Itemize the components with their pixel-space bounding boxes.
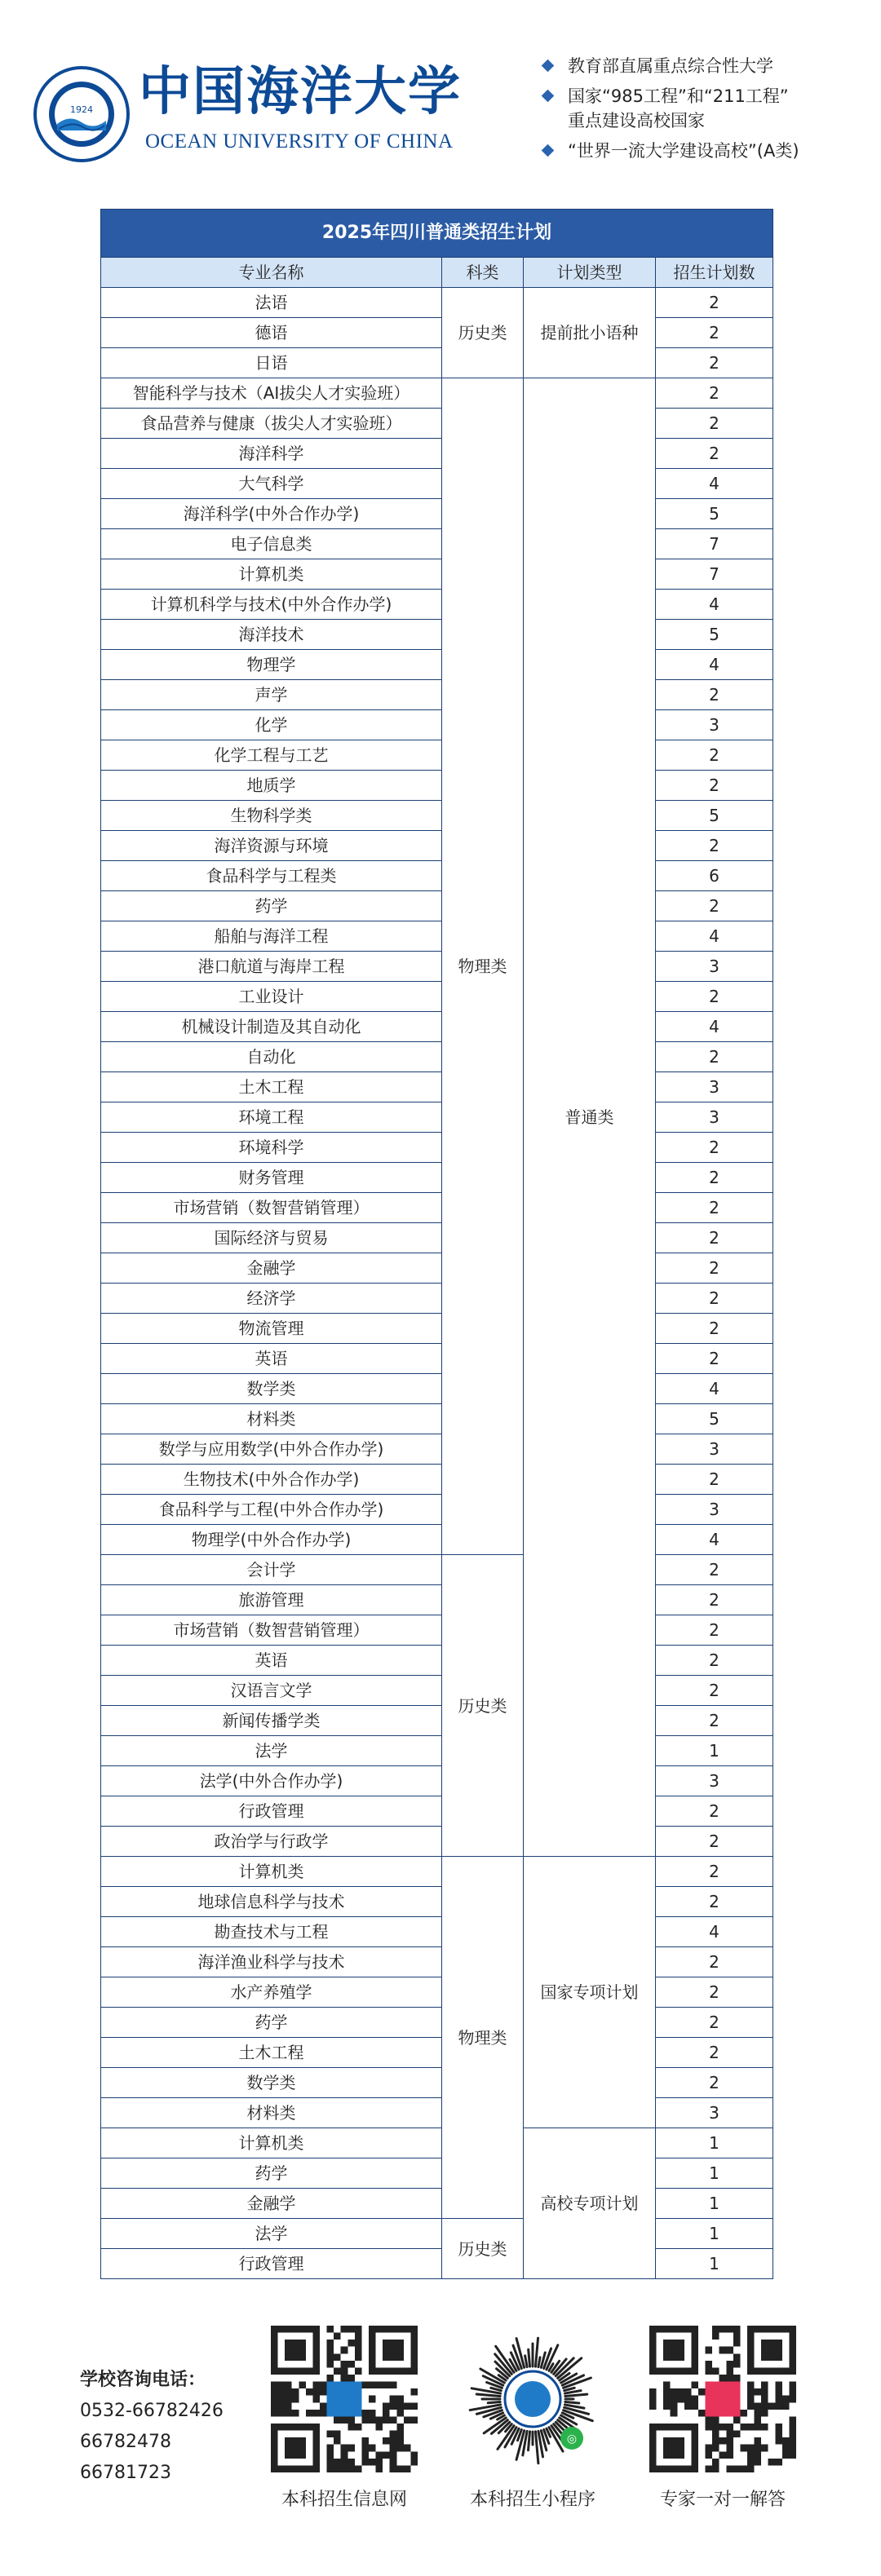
plan-count-cell: 5: [656, 499, 773, 529]
slogan-item: 重点建设高校国家: [568, 111, 705, 130]
table-row: [101, 409, 773, 439]
university-logo-en: OCEAN UNIVERSITY OF CHINA: [145, 130, 454, 152]
plan-count-cell: 2: [656, 1465, 773, 1495]
table-row: [101, 439, 773, 469]
major-name-cell: 经济学: [101, 1284, 442, 1314]
plan-count-cell: 3: [656, 710, 773, 740]
page-header: [0, 0, 881, 204]
plan-count-cell: 1: [656, 2189, 773, 2219]
diamond-bullet-icon: [542, 90, 555, 103]
plan-count-cell: 2: [656, 740, 773, 771]
subject-category-cell: 历史类: [442, 288, 524, 378]
major-name-cell: 海洋技术: [101, 620, 442, 650]
major-name-cell: 行政管理: [101, 2249, 442, 2279]
table-row: [101, 2098, 773, 2128]
page-footer: [0, 2316, 881, 2576]
major-name-cell: 法学: [101, 1736, 442, 1766]
table-row: [101, 1827, 773, 1857]
plan-count-cell: 2: [656, 348, 773, 378]
table-row: [101, 2008, 773, 2038]
table-row: [101, 1646, 773, 1676]
table-row: [101, 650, 773, 680]
plan-count-cell: 2: [656, 2008, 773, 2038]
table-row: [101, 1344, 773, 1374]
plan-count-cell: 3: [656, 1102, 773, 1133]
enrollment-plan-table: [100, 209, 773, 2279]
plan-count-cell: 1: [656, 2249, 773, 2279]
plan-count-cell: 7: [656, 559, 773, 590]
table-row: [101, 680, 773, 710]
plan-count-cell: 2: [656, 1193, 773, 1223]
major-name-cell: 化学: [101, 710, 442, 740]
svg-text:◎: ◎: [566, 2432, 578, 2446]
diamond-bullet-icon: [542, 60, 555, 73]
major-name-cell: 声学: [101, 680, 442, 710]
table-row: [101, 2189, 773, 2219]
plan-count-cell: 4: [656, 1525, 773, 1555]
major-name-cell: 市场营销（数智营销管理）: [101, 1615, 442, 1646]
major-name-cell: 金融学: [101, 2189, 442, 2219]
table-row: [101, 1434, 773, 1465]
major-name-cell: 计算机科学与技术(中外合作办学): [101, 590, 442, 620]
table-row: [101, 2219, 773, 2249]
major-name-cell: 会计学: [101, 1555, 442, 1585]
major-name-cell: 地质学: [101, 771, 442, 801]
table-row: [101, 559, 773, 590]
major-name-cell: 勘查技术与工程: [101, 1917, 442, 1947]
plan-count-cell: 4: [656, 590, 773, 620]
plan-type-cell: 普通类: [524, 378, 656, 1857]
table-row: [101, 590, 773, 620]
table-row: [101, 318, 773, 348]
table-row: [101, 288, 773, 318]
table-row: [101, 982, 773, 1012]
major-name-cell: 药学: [101, 2158, 442, 2189]
table-row: [101, 1917, 773, 1947]
major-name-cell: 食品科学与工程(中外合作办学): [101, 1495, 442, 1525]
major-name-cell: 物理学(中外合作办学): [101, 1525, 442, 1555]
major-name-cell: 水产养殖学: [101, 1977, 442, 2008]
plan-count-cell: 3: [656, 2098, 773, 2128]
table-row: [101, 529, 773, 559]
table-row: [101, 710, 773, 740]
plan-count-cell: 3: [656, 1766, 773, 1796]
table-row: [101, 1857, 773, 1887]
plan-count-cell: 2: [656, 1706, 773, 1736]
subject-category-cell: 物理类: [442, 1857, 524, 2219]
major-name-cell: 海洋科学(中外合作办学): [101, 499, 442, 529]
table-row: [101, 1465, 773, 1495]
phone-number: 66781723: [80, 2463, 171, 2483]
phone-number: 66782478: [80, 2432, 171, 2452]
qr-caption: 本科招生小程序: [469, 2490, 595, 2510]
table-row: [101, 620, 773, 650]
table-row: [101, 1193, 773, 1223]
major-name-cell: 日语: [101, 348, 442, 378]
plan-count-cell: 2: [656, 1857, 773, 1887]
major-name-cell: 土木工程: [101, 1072, 442, 1102]
table-row: [101, 1253, 773, 1284]
plan-count-cell: 4: [656, 1917, 773, 1947]
slogan-item: 国家“985工程”和“211工程”: [540, 84, 866, 108]
major-name-cell: 海洋资源与环境: [101, 831, 442, 861]
qr-code-icon[interactable]: [649, 2326, 796, 2472]
table-row: [101, 1042, 773, 1072]
major-name-cell: 数学类: [101, 1374, 442, 1404]
major-name-cell: 法语: [101, 288, 442, 318]
plan-count-cell: 2: [656, 1042, 773, 1072]
subject-category-cell: 历史类: [442, 2219, 524, 2279]
plan-count-cell: 4: [656, 1374, 773, 1404]
plan-count-cell: 2: [656, 771, 773, 801]
table-row: [101, 1947, 773, 1977]
table-row: [101, 771, 773, 801]
plan-count-cell: 2: [656, 378, 773, 409]
major-name-cell: 旅游管理: [101, 1585, 442, 1615]
major-name-cell: 生物科学类: [101, 801, 442, 831]
slogan-item: 教育部直属重点综合性大学: [540, 54, 866, 78]
major-name-cell: 德语: [101, 318, 442, 348]
major-name-cell: 材料类: [101, 1404, 442, 1434]
plan-count-cell: 4: [656, 921, 773, 952]
plan-count-cell: 2: [656, 1163, 773, 1193]
major-name-cell: 地球信息科学与技术: [101, 1887, 442, 1917]
major-name-cell: 法学(中外合作办学): [101, 1766, 442, 1796]
qr-code-icon[interactable]: [271, 2326, 418, 2472]
major-name-cell: 计算机类: [101, 1857, 442, 1887]
plan-count-cell: 2: [656, 1344, 773, 1374]
plan-count-cell: 5: [656, 620, 773, 650]
phone-number: 0532-66782426: [80, 2401, 224, 2421]
plan-count-cell: 2: [656, 1977, 773, 2008]
plan-count-cell: 5: [656, 1404, 773, 1434]
plan-count-cell: 2: [656, 439, 773, 469]
major-name-cell: 环境工程: [101, 1102, 442, 1133]
university-seal-icon: [33, 65, 131, 163]
major-name-cell: 港口航道与海岸工程: [101, 952, 442, 982]
plan-count-cell: 2: [656, 1223, 773, 1253]
column-header: 计划类型: [524, 258, 656, 288]
plan-count-cell: 2: [656, 318, 773, 348]
plan-count-cell: 2: [656, 1827, 773, 1857]
table-row: [101, 1525, 773, 1555]
major-name-cell: 化学工程与工艺: [101, 740, 442, 771]
plan-count-cell: 1: [656, 2219, 773, 2249]
table-row: [101, 1615, 773, 1646]
table-row: [101, 1796, 773, 1827]
plan-count-cell: 3: [656, 1072, 773, 1102]
table-row: [101, 1163, 773, 1193]
table-row: [101, 2128, 773, 2158]
table-body: [101, 288, 773, 2279]
table-row: [101, 801, 773, 831]
plan-count-cell: 4: [656, 650, 773, 680]
plan-count-cell: 2: [656, 1887, 773, 1917]
plan-count-cell: 2: [656, 2038, 773, 2068]
table-row: [101, 1495, 773, 1525]
major-name-cell: 财务管理: [101, 1163, 442, 1193]
plan-count-cell: 2: [656, 1796, 773, 1827]
table-row: [101, 1736, 773, 1766]
table-row: [101, 1887, 773, 1917]
plan-count-cell: 1: [656, 1736, 773, 1766]
table-header-row: [101, 258, 773, 288]
major-name-cell: 药学: [101, 2008, 442, 2038]
major-name-cell: 行政管理: [101, 1796, 442, 1827]
table-row: [101, 1706, 773, 1736]
table-row: [101, 348, 773, 378]
major-name-cell: 市场营销（数智营销管理）: [101, 1193, 442, 1223]
major-name-cell: 法学: [101, 2219, 442, 2249]
table-row: [101, 1585, 773, 1615]
plan-count-cell: 2: [656, 288, 773, 318]
plan-type-cell: 高校专项计划: [524, 2128, 656, 2279]
table-row: [101, 1766, 773, 1796]
table-row: [101, 2038, 773, 2068]
table-row: [101, 1072, 773, 1102]
subject-category-cell: 物理类: [442, 378, 524, 1555]
major-name-cell: 生物技术(中外合作办学): [101, 1465, 442, 1495]
plan-count-cell: 2: [656, 1585, 773, 1615]
table-row: [101, 861, 773, 891]
plan-count-cell: 3: [656, 952, 773, 982]
slogan-item: “世界一流大学建设高校”(A类): [540, 139, 866, 163]
major-name-cell: 智能科学与技术（AI拔尖人才实验班）: [101, 378, 442, 409]
major-name-cell: 数学与应用数学(中外合作办学): [101, 1434, 442, 1465]
qr-caption: 专家一对一解答: [659, 2490, 786, 2510]
slogan-list: [540, 54, 866, 169]
column-header: 专业名称: [101, 258, 442, 288]
major-name-cell: 汉语言文学: [101, 1676, 442, 1706]
table-row: [101, 1314, 773, 1344]
plan-count-cell: 2: [656, 831, 773, 861]
plan-count-cell: 2: [656, 982, 773, 1012]
table-row: [101, 1223, 773, 1253]
plan-count-cell: 7: [656, 529, 773, 559]
table-row: [101, 2158, 773, 2189]
table-row: [101, 1555, 773, 1585]
table-title: 2025年四川普通类招生计划: [101, 210, 773, 258]
plan-count-cell: 2: [656, 1314, 773, 1344]
major-name-cell: 物理学: [101, 650, 442, 680]
plan-count-cell: 4: [656, 469, 773, 499]
plan-count-cell: 2: [656, 1676, 773, 1706]
plan-count-cell: 2: [656, 1133, 773, 1163]
plan-count-cell: 2: [656, 409, 773, 439]
table-row: [101, 1133, 773, 1163]
table-row: [101, 469, 773, 499]
plan-count-cell: 2: [656, 1615, 773, 1646]
table-row: [101, 2068, 773, 2098]
major-name-cell: 计算机类: [101, 559, 442, 590]
table-row: [101, 378, 773, 409]
plan-count-cell: 2: [656, 1284, 773, 1314]
plan-count-cell: 3: [656, 1495, 773, 1525]
table-row: [101, 1374, 773, 1404]
major-name-cell: 环境科学: [101, 1133, 442, 1163]
column-header: 招生计划数: [656, 258, 773, 288]
plan-count-cell: 5: [656, 801, 773, 831]
table-row: [101, 1404, 773, 1434]
table-row: [101, 921, 773, 952]
table-row: [101, 1102, 773, 1133]
plan-count-cell: 1: [656, 2158, 773, 2189]
table-row: [101, 1977, 773, 2008]
major-name-cell: 英语: [101, 1344, 442, 1374]
plan-count-cell: 6: [656, 861, 773, 891]
major-name-cell: 英语: [101, 1646, 442, 1676]
plan-count-cell: 2: [656, 680, 773, 710]
subject-category-cell: 历史类: [442, 1555, 524, 1857]
table-row: [101, 891, 773, 921]
major-name-cell: 药学: [101, 891, 442, 921]
major-name-cell: 物流管理: [101, 1314, 442, 1344]
major-name-cell: 土木工程: [101, 2038, 442, 2068]
contact-info: [80, 2365, 224, 2489]
table-row: [101, 1676, 773, 1706]
major-name-cell: 大气科学: [101, 469, 442, 499]
major-name-cell: 计算机类: [101, 2128, 442, 2158]
mini-program-code-icon[interactable]: [459, 2326, 606, 2472]
major-name-cell: 电子信息类: [101, 529, 442, 559]
table-row: [101, 831, 773, 861]
major-name-cell: 自动化: [101, 1042, 442, 1072]
major-name-cell: 海洋渔业科学与技术: [101, 1947, 442, 1977]
major-name-cell: 数学类: [101, 2068, 442, 2098]
contact-label: 学校咨询电话：: [80, 2370, 206, 2390]
plan-count-cell: 2: [656, 1947, 773, 1977]
major-name-cell: 政治学与行政学: [101, 1827, 442, 1857]
plan-count-cell: 1: [656, 2128, 773, 2158]
table-row: [101, 952, 773, 982]
plan-count-cell: 2: [656, 1253, 773, 1284]
table-row: [101, 1284, 773, 1314]
major-name-cell: 国际经济与贸易: [101, 1223, 442, 1253]
plan-count-cell: 3: [656, 1434, 773, 1465]
major-name-cell: 工业设计: [101, 982, 442, 1012]
plan-type-cell: 国家专项计划: [524, 1857, 656, 2128]
major-name-cell: 海洋科学: [101, 439, 442, 469]
plan-count-cell: 2: [656, 1646, 773, 1676]
table-row: [101, 2249, 773, 2279]
table-row: [101, 1012, 773, 1042]
plan-count-cell: 2: [656, 891, 773, 921]
diamond-bullet-icon: [542, 144, 555, 157]
major-name-cell: 机械设计制造及其自动化: [101, 1012, 442, 1042]
plan-count-cell: 2: [656, 1555, 773, 1585]
plan-count-cell: 4: [656, 1012, 773, 1042]
major-name-cell: 新闻传播学类: [101, 1706, 442, 1736]
svg-text:1924: 1924: [70, 104, 93, 115]
table-row: [101, 740, 773, 771]
major-name-cell: 船舶与海洋工程: [101, 921, 442, 952]
major-name-cell: 金融学: [101, 1253, 442, 1284]
major-name-cell: 材料类: [101, 2098, 442, 2128]
major-name-cell: 食品营养与健康（拔尖人才实验班）: [101, 409, 442, 439]
plan-type-cell: 提前批小语种: [524, 288, 656, 378]
column-header: 科类: [442, 258, 524, 288]
table-row: [101, 499, 773, 529]
major-name-cell: 食品科学与工程类: [101, 861, 442, 891]
university-logo-cn: 中国海洋大学: [139, 61, 462, 122]
qr-caption: 本科招生信息网: [281, 2490, 407, 2510]
plan-count-cell: 2: [656, 2068, 773, 2098]
